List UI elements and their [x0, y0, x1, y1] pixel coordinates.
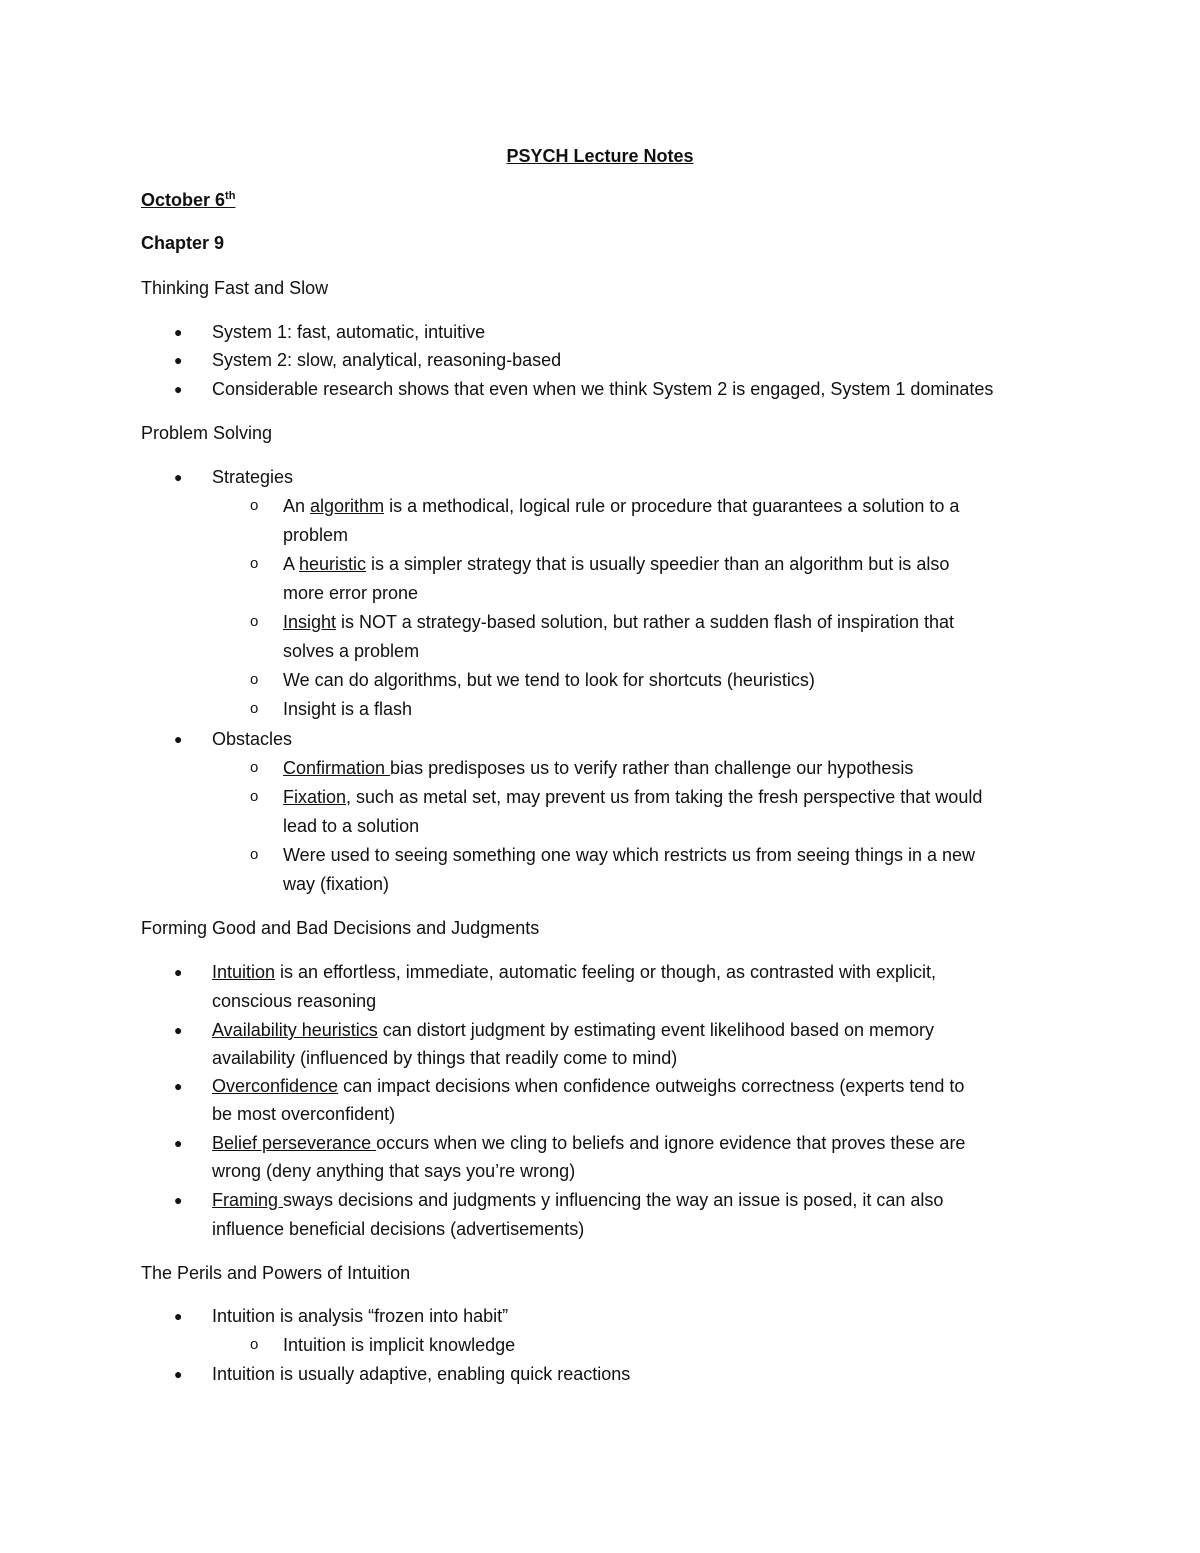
sub-list-item-continued: solves a problem	[283, 641, 420, 661]
sub-bullet-marker: o	[250, 1336, 259, 1353]
bullet-marker: ●	[174, 731, 183, 747]
list-item: Considerable research shows that even when we think System 2 is engaged, System 1 dominates	[212, 379, 994, 399]
date-suffix: th	[225, 190, 236, 202]
key-term: Insight	[283, 612, 337, 632]
bullet-marker: ●	[174, 1022, 183, 1038]
key-term: Framing	[212, 1190, 284, 1210]
sub-bullet-marker: o	[250, 788, 259, 805]
sub-bullet-marker: o	[250, 555, 259, 572]
list-item-continued: be most overconfident)	[212, 1104, 396, 1124]
list-item: Framing sways decisions and judgments y influencing the way an issue is posed, it can also	[212, 1190, 944, 1210]
bullet-marker: ●	[174, 964, 183, 980]
bullet-marker: ●	[174, 1078, 183, 1094]
page-title: PSYCH Lecture Notes	[506, 146, 694, 166]
list-item-continued: availability (influenced by things that readily come to mind)	[212, 1048, 678, 1068]
bullet-marker: ●	[174, 324, 183, 340]
list-item: Obstacles	[212, 729, 293, 749]
list-item-continued: influence beneficial decisions (advertisements)	[212, 1219, 585, 1239]
key-term: heuristic	[299, 554, 367, 574]
sub-list-item: Were used to seeing something one way which restricts us from seeing things in a new	[283, 845, 976, 865]
list-item: Belief perseverance occurs when we cling to beliefs and ignore evidence that proves these are	[212, 1133, 966, 1153]
sub-list-item: Intuition is implicit knowledge	[283, 1335, 516, 1355]
chapter-heading: Chapter 9	[141, 233, 225, 253]
list-item: System 1: fast, automatic, intuitive	[212, 322, 486, 342]
sub-bullet-marker: o	[250, 671, 259, 688]
bullet-marker: ●	[174, 1135, 183, 1151]
list-item: Intuition is usually adaptive, enabling quick reactions	[212, 1364, 631, 1384]
sub-list-item-continued: more error prone	[283, 583, 419, 603]
date-text: October 6	[141, 190, 226, 210]
list-item: System 2: slow, analytical, reasoning-based	[212, 350, 562, 370]
section-heading: The Perils and Powers of Intuition	[141, 1263, 411, 1283]
list-item: Strategies	[212, 467, 294, 487]
list-item: Availability heuristics can distort judgment by estimating event likelihood based on memory	[212, 1020, 935, 1040]
sub-bullet-marker: o	[250, 613, 259, 630]
key-term: algorithm	[310, 496, 385, 516]
section-heading: Thinking Fast and Slow	[141, 278, 329, 298]
sub-list-item: A heuristic is a simpler strategy that is usually speedier than an algorithm but is also	[283, 554, 950, 574]
section-heading: Forming Good and Bad Decisions and Judgments	[141, 918, 540, 938]
key-term: Intuition	[212, 962, 276, 982]
date-heading	[141, 188, 235, 212]
bullet-marker: ●	[174, 1192, 183, 1208]
sub-list-item-continued: lead to a solution	[283, 816, 420, 836]
list-item: Intuition is analysis “frozen into habit”	[212, 1306, 509, 1326]
sub-bullet-marker: o	[250, 497, 259, 514]
sub-list-item-continued: way (fixation)	[283, 874, 390, 894]
key-term: Availability heuristics	[212, 1020, 378, 1040]
sub-list-item: Confirmation bias predisposes us to verify rather than challenge our hypothesis	[283, 758, 914, 778]
key-term: Confirmation	[283, 758, 391, 778]
bullet-marker: ●	[174, 1366, 183, 1382]
sub-bullet-marker: o	[250, 846, 259, 863]
key-term: Fixation	[283, 787, 347, 807]
key-term: Belief perseverance	[212, 1133, 377, 1153]
bullet-marker: ●	[174, 381, 183, 397]
section-heading: Problem Solving	[141, 423, 273, 443]
sub-list-item-continued: problem	[283, 525, 349, 545]
sub-bullet-marker: o	[250, 759, 259, 776]
key-term: Overconfidence	[212, 1076, 339, 1096]
sub-list-item: Insight is NOT a strategy-based solution, but rather a sudden flash of inspiration that	[283, 612, 955, 632]
sub-list-item: Insight is a flash	[283, 699, 413, 719]
list-item: Overconfidence can impact decisions when confidence outweighs correctness (experts tend to	[212, 1076, 965, 1096]
list-item-continued: conscious reasoning	[212, 991, 377, 1011]
list-item: Intuition is an effortless, immediate, automatic feeling or though, as contrasted with explicit,	[212, 962, 937, 982]
sub-list-item: We can do algorithms, but we tend to look for shortcuts (heuristics)	[283, 670, 815, 690]
sub-list-item: Fixation, such as metal set, may prevent us from taking the fresh perspective that would	[283, 787, 983, 807]
sub-bullet-marker: o	[250, 700, 259, 717]
bullet-marker: ●	[174, 469, 183, 485]
bullet-marker: ●	[174, 352, 183, 368]
list-item-continued: wrong (deny anything that says you’re wrong)	[212, 1161, 576, 1181]
sub-list-item: An algorithm is a methodical, logical rule or procedure that guarantees a solution to a	[283, 496, 960, 516]
bullet-marker: ●	[174, 1308, 183, 1324]
